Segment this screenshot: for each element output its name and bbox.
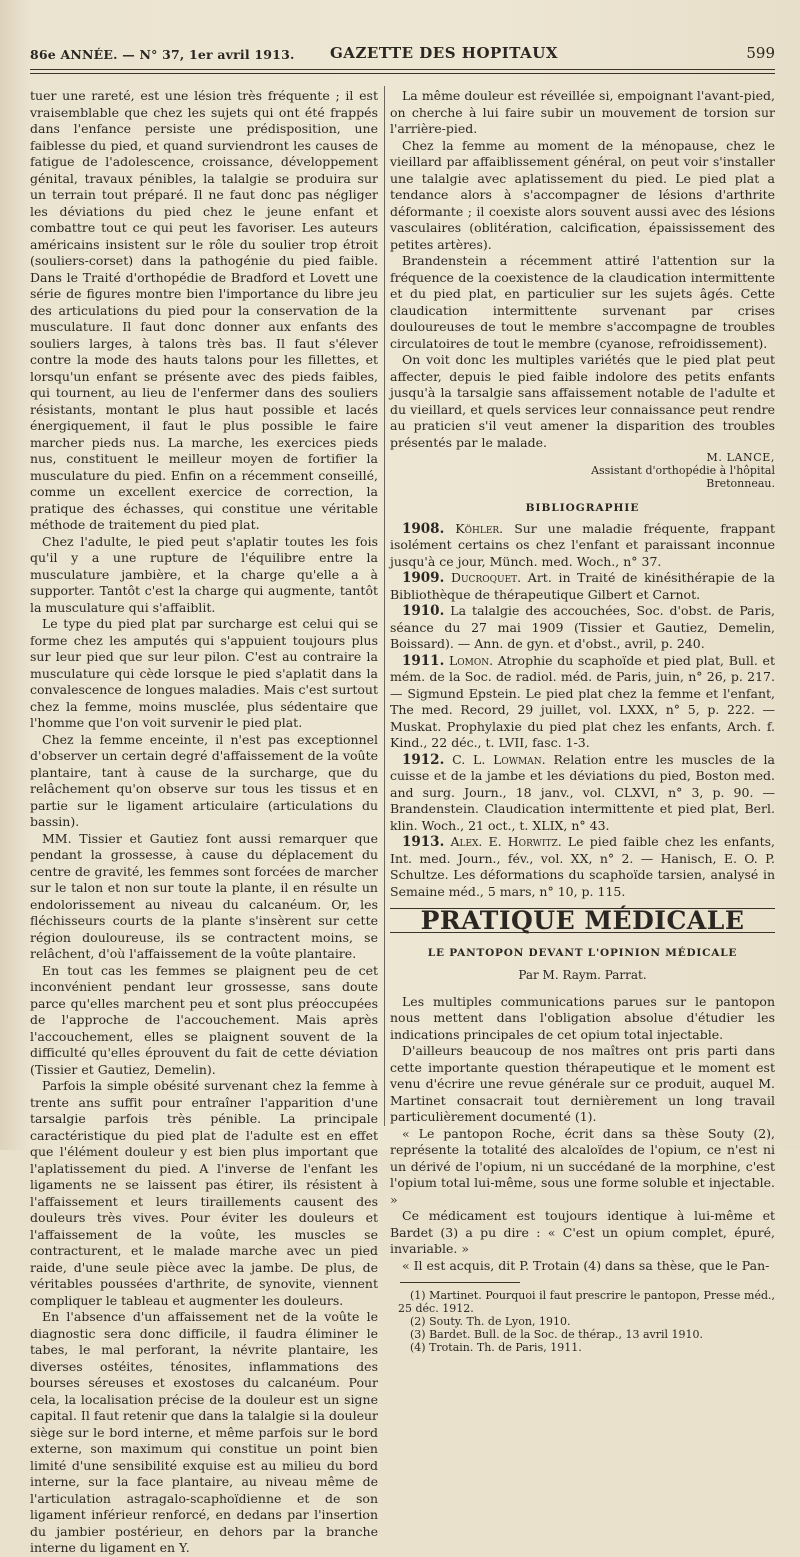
issue-info: 86e ANNÉE. — N° 37, 1er avril 1913.: [30, 47, 295, 62]
paragraph: On voit donc les multiples variétés que le pied plat peut affecter, depuis le pied faible indolore des petits enfants jusqu'à la tarsalgie sans affaissement notable de l'adulte et du vieillard, et quels services leur connaissance peut rendre au praticien s'il veut amener la disparition des troubles présentés par le malade.: [390, 352, 775, 450]
paragraph: Chez la femme enceinte, il n'est pas exceptionnel d'observer un certain degré d'affaissement de la voûte plantaire, tant à cause de la surcharge, que du relâchement qu'on observe sur tous les tissus et en partie sur le ligament articulaire (articulations du bassin).: [30, 731, 378, 829]
paragraph: Parfois la simple obésité survenant chez la femme à trente ans suffit pour entraîner l'apparition d'une tarsalgie parfois très pénible. La principale caractéristique du pied plat de l'adulte est en effet que l'élément douleur y est bien plus important que l'aplatissement du pied. A l'inverse de l'enfant les ligaments ne se laissent pas étirer, ils résistent à l'affaissement et leurs tiraillements causent des douleurs très vives. Pour éviter les douleurs et l'affaissement de la voûte, les muscles se contracturent, et le malade marche avec un pied raide, d'une seule pièce avec la jambe. De plus, de véritables poussées d'arthrite, de synovite, viennent compliquer le tableau et augmenter les douleurs.: [30, 1078, 378, 1308]
paragraph: Le type du pied plat par surcharge est celui qui se forme chez les amputés qui s'appuient toujours plus sur leur pied que sur leur pilon. C'est au contraire la musculature qui cède lorsque le pied s'aplatit dans la convalescence de longues maladies. Mais c'est surtout chez la femme, moins musclée, plus sédentaire que l'homme que l'on voit survenir le pied plat.: [30, 616, 378, 730]
bibliography-title: BIBLIOGRAPHIE: [525, 502, 640, 514]
paragraph: Les multiples communications parues sur le pantopon nous mettent dans l'obligation absolue d'étudier les indications principales de cet opium total injectable.: [390, 993, 775, 1042]
paragraph: « Le pantopon Roche, écrit dans sa thèse Souty (2), représente la totalité des alcaloïdes de l'opium, ce n'est ni un dérivé de l'opium, ni un succédané de la morphine, c'est l'opium total lui-même, sous une forme soluble et injectable. »: [390, 1125, 775, 1207]
bibliography-item: 1913. Alex. E. Horwitz. Le pied faible chez les enfants, Int. med. Journ., fév., vol. XX, n° 2. — Hanisch, E. O. P. Schultze. Les déformations du scaphoïde tarsien, analysé in Semaine méd., 5 mars, n° 10, p. 115.: [390, 834, 775, 899]
header-rule: [30, 69, 775, 70]
author-signature: [390, 451, 775, 490]
paragraph: « Il est acquis, dit P. Trotain (4) dans sa thèse, que le Pan-: [402, 1257, 770, 1273]
header-rule-thin: [30, 73, 775, 74]
footnote: (4) Trotain. Th. de Paris, 1911.: [410, 1341, 582, 1354]
signature-role: Assistant d'orthopédie à l'hôpital: [591, 464, 775, 477]
paragraph: Brandenstein a récemment attiré l'attention sur la fréquence de la coexistence de la claudication intermittente et du pied plat, en particulier sur les sujets âgés. Cette claudication intermittente survenant par crises douloureuses de tout le membre s'accompagne de troubles circulatoires de tout le membre (cyanose, refroidissement).: [390, 253, 775, 351]
page-header: [30, 44, 775, 66]
bibliography-item: 1910. La talalgie des accouchées, Soc. d'obst. de Paris, séance du 27 mai 1909 (Tissier et Gautiez, Demelin, Boissard). — Ann. de gyn. et d'obst., avril, p. 240.: [390, 603, 775, 651]
footnote: (2) Souty. Th. de Lyon, 1910.: [410, 1315, 571, 1328]
column-divider: [384, 86, 385, 1126]
footnote: (3) Bardet. Bull. de la Soc. de thérap., 13 avril 1910.: [410, 1328, 704, 1341]
bibliography-item: 1912. C. L. Lowman. Relation entre les muscles de la cuisse et de la jambe et les déviations du pied, Boston med. and surg. Journ., 18 janv., vol. CLXVI, n° 3, p. 90. — Brandenstein. Claudication intermittente et pied plat, Berl. klin. Woch., 21 oct., t. XLIX, n° 43.: [390, 751, 776, 833]
paragraph: Chez la femme au moment de la ménopause, chez le vieillard par affaiblissement général, on peut voir s'installer une talalgie avec aplatissement du pied. Le pied plat a tendance alors à s'accompagner de lésions d'arthrite déformante ; il coexiste alors souvent aussi avec des lésions vasculaires (oblitération, calcification, épaississement des petites artères).: [390, 137, 775, 252]
paragraph: tuer une rareté, est une lésion très fréquente ; il est vraisemblable que chez les sujets qui ont été frappés dans l'enfance persiste une prédisposition, une faiblesse du pied, et quand surviendront les causes de fatigue de l'adolescence, croissance, développement génital, travaux pénibles, la talalgie se produira sur un terrain tout préparé. Il ne faut donc pas négliger les déviations du pied chez le jeune enfant et combattre tout ce qui peut les favoriser. Les auteurs américains insistent sur le rôle du soulier trop étroit (souliers-corset) dans la pathogénie du pied faible. Dans le Traité d'orthopédie de Bradford et Lovett une série de figures montre bien l'importance du libre jeu des articulations du pied pour la conservation de la musculature. Il faut donc donner aux enfants des souliers larges, à talons très bas. Il faut s'élever contre la mode des hauts talons pour les fillettes, et lorsqu'un enfant se présente avec des pieds faibles, qui tournent, au lieu de l'enfermer dans des souliers résistants, montant le plus haut possible et lacés énergiquement, il faut le plus possible le faire marcher pieds nus. La marche, les exercices pieds nus, constituent le meilleur moyen de fortifier la musculature du pied. Enfin on a récemment conseillé, comme un excellent exercice de correction, la pratique des échasses, qui constitue une véritable méthode de traitement du pied plat.: [30, 88, 378, 532]
page-number: 599: [746, 44, 775, 62]
paragraph: Ce médicament est toujours identique à lui-même et Bardet (3) a pu dire : « C'est un opium complet, épuré, invariable. »: [390, 1208, 775, 1256]
paragraph: La même douleur est réveillée si, empoignant l'avant-pied, on cherche à lui faire subir un mouvement de torsion sur l'arrière-pied.: [390, 88, 775, 136]
section-heading: PRATIQUE MÉDICALE: [420, 906, 745, 935]
signature-name: M. LANCE,: [706, 451, 775, 464]
article-byline: Par M. Raym. Parrat.: [518, 968, 647, 982]
paragraph: Chez l'adulte, le pied peut s'aplatir toutes les fois qu'il y a une rupture de l'équilibre entre la musculature jambière, et la charge qu'elle a à supporter. Tantôt c'est la charge qui augmente, tantôt la musculature qui s'affaiblit.: [30, 533, 378, 615]
paragraph: En tout cas les femmes se plaignent peu de cet inconvénient pendant leur grossesse, sans doute parce qu'elles marchent peu et sont plus préoccupées de l'approche de l'accouchement. Mais après l'accouchement, elles se plaignent souvent de la difficulté qu'elles éprouvent du fait de cette déviation (Tissier et Gautiez, Demelin).: [30, 962, 378, 1077]
footnote: (1) Martinet. Pourquoi il faut prescrire le pantopon, Presse méd., 25 déc. 1912.: [398, 1289, 775, 1315]
article-title: LE PANTOPON DEVANT L'OPINION MÉDICALE: [427, 946, 738, 959]
paragraph: D'ailleurs beaucoup de nos maîtres ont pris parti dans cette importante question thérapeutique et le moment est venu d'écrire une revue générale sur ce produit, auquel M. Martinet consacrait tout dernièrement un long travail particulièrement documenté (1).: [390, 1043, 775, 1124]
footnote-rule: [400, 1282, 520, 1283]
signature-place: Bretonneau.: [706, 477, 775, 490]
bibliography-item: 1909. Ducroquet. Art. in Traité de kinésithérapie de la Bibliothèque de thérapeutique Gilbert et Carnot.: [390, 570, 775, 602]
bibliography-item: 1911. Lomon. Atrophie du scaphoïde et pied plat, Bull. et mém. de la Soc. de radiol. méd. de Paris, juin, n° 26, p. 217. — Sigmund Epstein. Le pied plat chez la femme et l'enfant, The med. Record, 29 juillet, vol. LXXX, n° 5, p. 222. — Muskat. Prophylaxie du pied plat chez les enfants, Arch. f. Kind., 22 déc., t. LVII, fasc. 1-3.: [390, 652, 775, 750]
right-column: [390, 88, 775, 1354]
bibliography-item: 1908. Köhler. Sur une maladie fréquente, frappant isolément certains os chez l'enfant et paraissant inconnue jusqu'à ce jour, Münch. med. Woch., n° 37.: [390, 520, 775, 569]
journal-title: GAZETTE DES HOPITAUX: [330, 44, 559, 62]
bibliography-list: [390, 521, 775, 901]
paragraph: MM. Tissier et Gautiez font aussi remarquer que pendant la grossesse, à cause du déplacement du centre de gravité, les femmes sont forcées de marcher sur le talon et non sur toute la plante, il en résulte un endolorissement au niveau du calcanéum. Or, les fléchisseurs courts de la plante s'insèrent sur cette région douloureuse, ils se contractent moins, se relâchent, d'où l'affaissement de la voûte plantaire.: [30, 830, 378, 961]
paragraph: En l'absence d'un affaissement net de la voûte le diagnostic sera donc difficile, il faudra éliminer le tabes, le mal perforant, la névrite plantaire, les diverses ostéites, ténosites, inflammations des bourses séreuses et exostoses du calcanéum. Pour cela, la localisation précise de la douleur est un signe capital. Il faut retenir que dans la talalgie si la douleur siège sur le bord interne, et même parfois sur le bord externe, son maximum qui constitue un point bien limité d'une sensibilité exquise est au milieu du bord interne, sur la face plantaire, au niveau même de l'articulation astragalo-scaphoïdienne et de son ligament inférieur renforcé, en dedans par l'insertion du jambier postérieur, en dehors par la branche interne du ligament en Y.: [30, 1309, 378, 1555]
left-column: [30, 88, 378, 1557]
